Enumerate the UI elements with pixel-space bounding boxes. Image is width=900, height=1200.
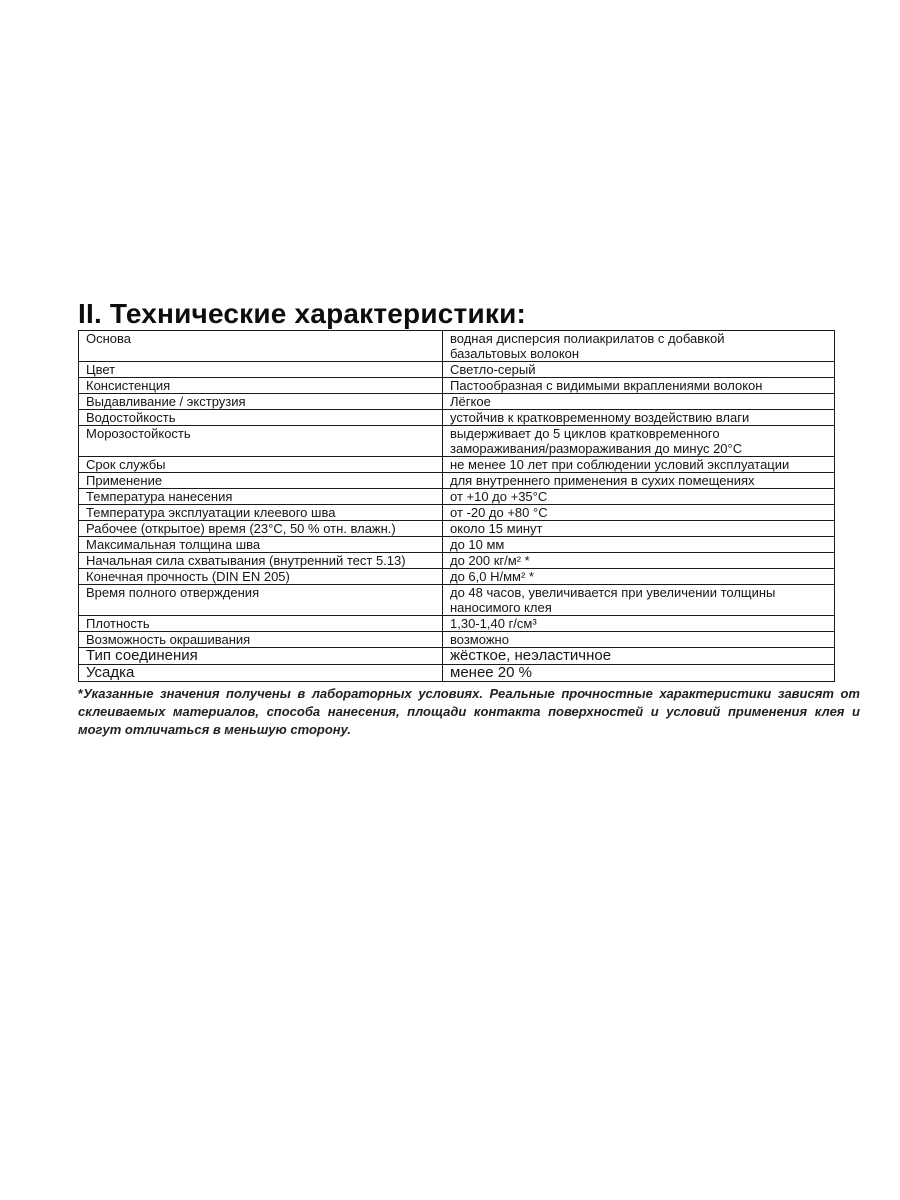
table-row <box>79 426 835 457</box>
table-row <box>79 362 835 378</box>
table-row <box>79 537 835 553</box>
spec-value <box>443 331 835 362</box>
spec-value-text: выдерживает до 5 циклов кратковременного замораживания/размораживания до минус 20°С <box>450 426 743 456</box>
footnote-text: Указанные значения получены в лабораторных условиях. Реальные прочностные характеристики зависят от склеиваемых материалов, способа нанесения, площади контакта поверхностей и условий применения клея и могут отличаться в меньшую сторону. <box>78 686 860 737</box>
spec-name: Основа <box>79 331 443 362</box>
spec-value: жёсткое, неэластичное <box>443 648 835 665</box>
spec-value: от -20 до +80 °С <box>443 505 835 521</box>
table-row <box>79 489 835 505</box>
spec-name: Тип соединения <box>79 648 443 665</box>
spec-value: около 15 минут <box>443 521 835 537</box>
spec-value: менее 20 % <box>443 665 835 682</box>
section-title: II. Технические характеристики: <box>78 298 527 329</box>
spec-name: Консистенция <box>79 378 443 394</box>
spec-name: Водостойкость <box>79 410 443 426</box>
table-row <box>79 569 835 585</box>
spec-value: возможно <box>443 632 835 648</box>
spec-value: до 200 кг/м² * <box>443 553 835 569</box>
spec-name: Температура нанесения <box>79 489 443 505</box>
technical-specs-section <box>78 298 860 739</box>
spec-value: Пастообразная с видимыми вкраплениями волокон <box>443 378 835 394</box>
table-row <box>79 457 835 473</box>
spec-name: Возможность окрашивания <box>79 632 443 648</box>
table-row <box>79 505 835 521</box>
table-row <box>79 331 835 362</box>
table-row <box>79 410 835 426</box>
spec-name: Температура эксплуатации клеевого шва <box>79 505 443 521</box>
spec-name: Конечная прочность (DIN EN 205) <box>79 569 443 585</box>
table-row <box>79 585 835 616</box>
spec-name: Рабочее (открытое) время (23°С, 50 % отн. влажн.) <box>79 521 443 537</box>
spec-name: Время полного отверждения <box>79 585 443 616</box>
spec-value: Лёгкое <box>443 394 835 410</box>
table-row <box>79 632 835 648</box>
spec-value: 1,30-1,40 г/см³ <box>443 616 835 632</box>
spec-value: до 6,0 Н/мм² * <box>443 569 835 585</box>
spec-value: Светло-серый <box>443 362 835 378</box>
spec-name: Начальная сила схватывания (внутренний тест 5.13) <box>79 553 443 569</box>
spec-value: до 10 мм <box>443 537 835 553</box>
spec-value: не менее 10 лет при соблюдении условий эксплуатации <box>443 457 835 473</box>
table-row <box>79 553 835 569</box>
specs-table <box>78 330 835 682</box>
spec-value <box>443 426 835 457</box>
table-row <box>79 378 835 394</box>
spec-value: для внутреннего применения в сухих помещениях <box>443 473 835 489</box>
spec-name: Цвет <box>79 362 443 378</box>
spec-value: от +10 до +35°С <box>443 489 835 505</box>
table-row <box>79 473 835 489</box>
spec-name: Усадка <box>79 665 443 682</box>
table-row <box>79 665 835 682</box>
footnote <box>78 685 860 739</box>
spec-name: Максимальная толщина шва <box>79 537 443 553</box>
spec-name: Морозостойкость <box>79 426 443 457</box>
spec-name: Плотность <box>79 616 443 632</box>
spec-name: Срок службы <box>79 457 443 473</box>
table-row <box>79 648 835 665</box>
footnote-marker: * <box>78 686 84 701</box>
spec-name: Выдавливание / экструзия <box>79 394 443 410</box>
table-row <box>79 616 835 632</box>
table-row <box>79 521 835 537</box>
table-row <box>79 394 835 410</box>
spec-value: устойчив к кратковременному воздействию влаги <box>443 410 835 426</box>
spec-value-text: водная дисперсия полиакрилатов с добавкой базальтовых волокон <box>450 331 725 361</box>
spec-value <box>443 585 835 616</box>
spec-name: Применение <box>79 473 443 489</box>
spec-value-text: до 48 часов, увеличивается при увеличении толщины наносимого клея <box>450 585 776 615</box>
